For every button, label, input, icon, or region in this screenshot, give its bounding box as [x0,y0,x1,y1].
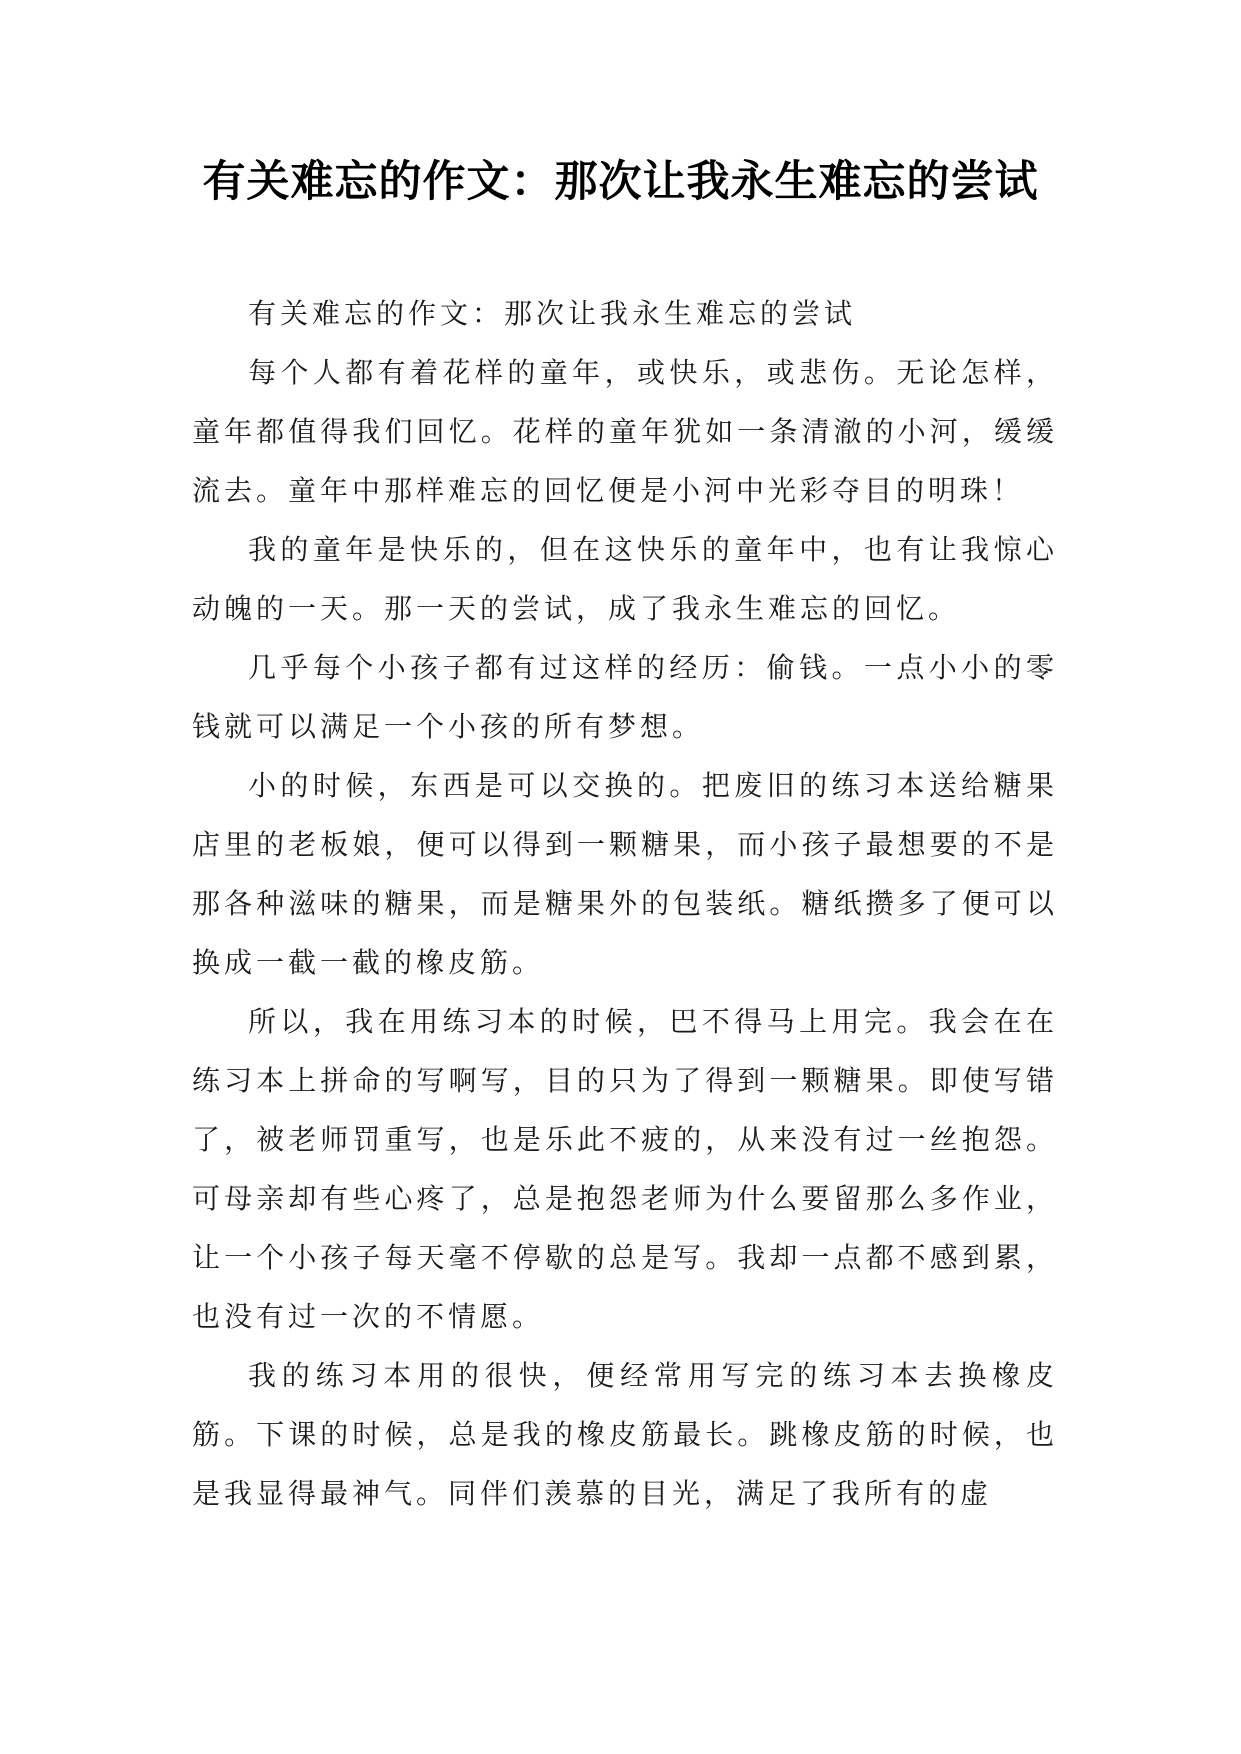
paragraph: 每个人都有着花样的童年，或快乐，或悲伤。无论怎样，童年都值得我们回忆。花样的童年犹如一条清澈的小河，缓缓流去。童年中那样难忘的回忆便是小河中光彩夺目的明珠！ [192,356,1058,507]
paragraph: 小的时候，东西是可以交换的。把废旧的练习本送给糖果店里的老板娘，便可以得到一颗糖果，而小孩子最想要的不是那各种滋味的糖果，而是糖果外的包装纸。糖纸攒多了便可以换成一截一截的橡皮筋。 [192,769,1058,979]
paragraph: 我的童年是快乐的，但在这快乐的童年中，也有让我惊心动魄的一天。那一天的尝试，成了我永生难忘的回忆。 [192,533,1058,625]
document-body [192,284,1058,1523]
paragraph: 我的练习本用的很快，便经常用写完的练习本去换橡皮筋。下课的时候，总是我的橡皮筋最长。跳橡皮筋的时候，也是我显得最神气。同伴们羡慕的目光，满足了我所有的虚 [192,1359,1058,1510]
paragraph: 几乎每个小孩子都有过这样的经历：偷钱。一点小小的零钱就可以满足一个小孩的所有梦想。 [192,651,1058,743]
paragraph: 所以，我在用练习本的时候，巴不得马上用完。我会在在练习本上拼命的写啊写，目的只为了得到一颗糖果。即使写错了，被老师罚重写，也是乐此不疲的，从来没有过一丝抱怨。可母亲却有些心疼了，总是抱怨老师为什么要留那么多作业，让一个小孩子每天毫不停歇的总是写。我却一点都不感到累，也没有过一次的不情愿。 [192,1005,1058,1333]
document-title: 有关难忘的作文：那次让我永生难忘的尝试 [202,157,1039,207]
paragraph-subtitle: 有关难忘的作文：那次让我永生难忘的尝试 [248,297,857,330]
